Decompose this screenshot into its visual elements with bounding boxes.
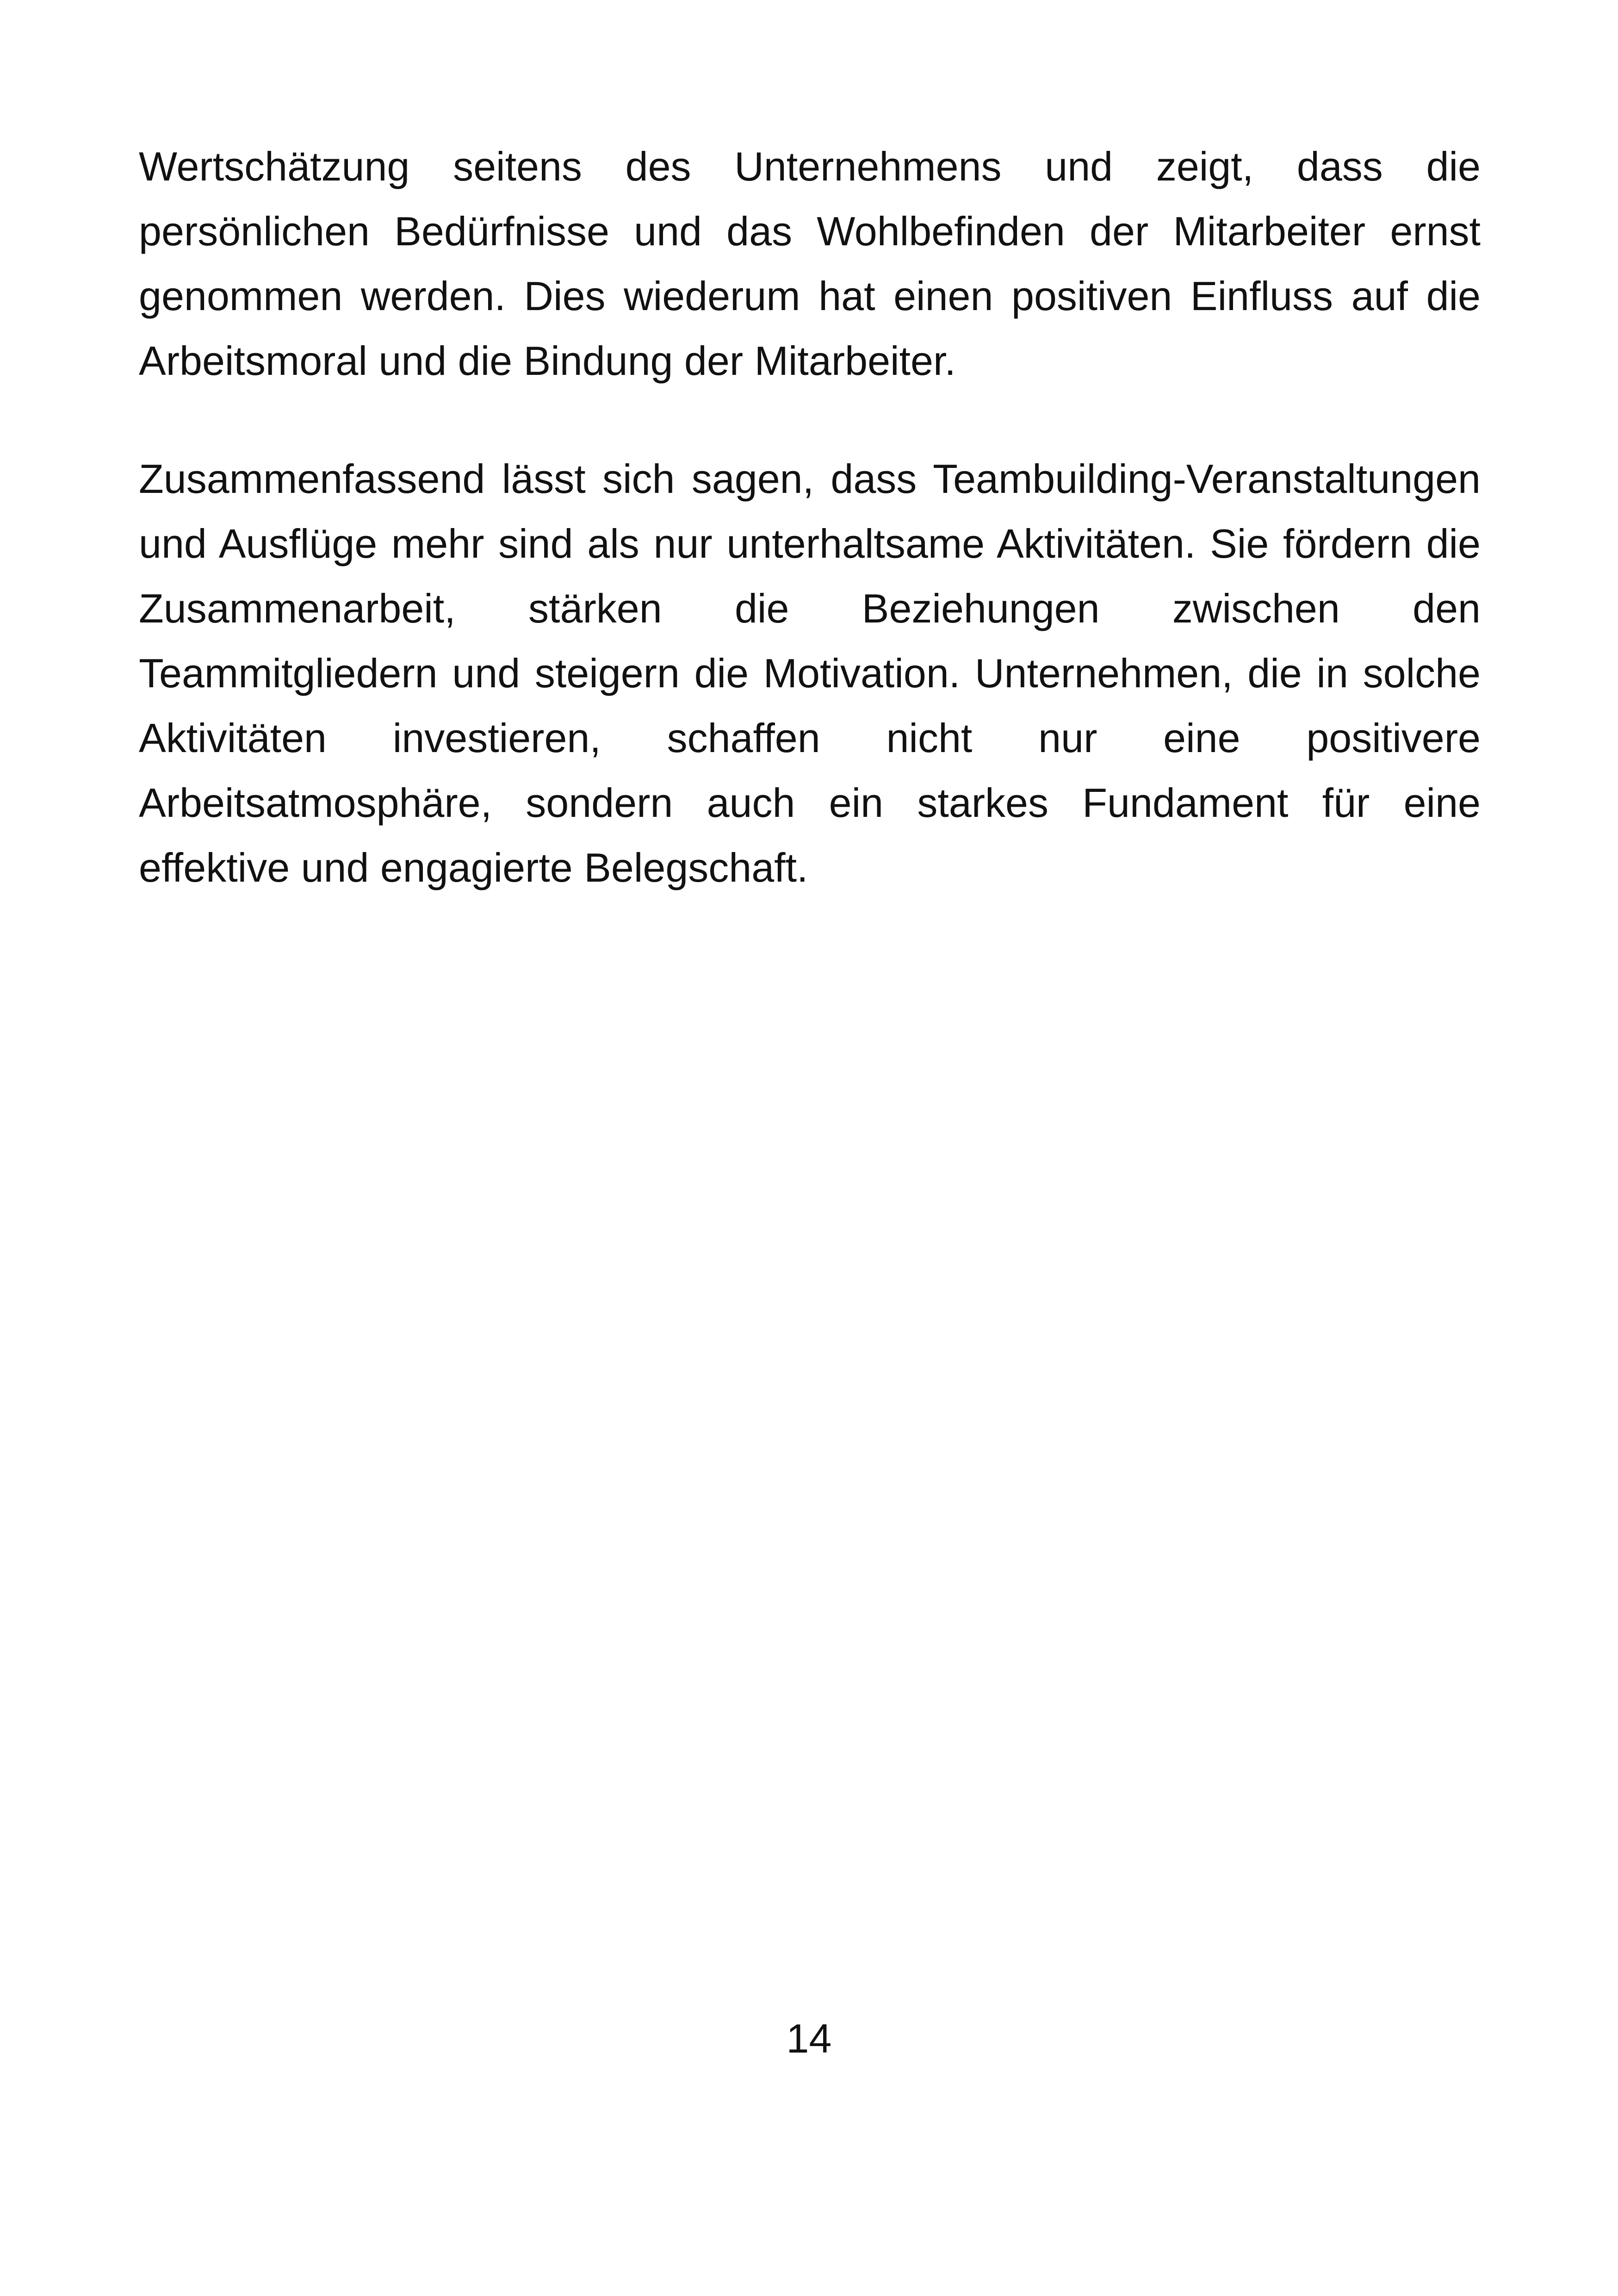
page-number: 14 — [786, 2016, 832, 2061]
paragraph-appreciation: Wertschätzung seitens des Unternehmens und zeigt, dass die persönlichen Bedürfnisse und das Wohlbefinden der Mitarbeiter ernst genommen werden. Dies wiederum hat einen positiven Einfluss auf die Arbeitsmoral und die Bindung der Mitarbeiter. — [139, 143, 1481, 384]
paragraph-summary: Zusammenfassend lässt sich sagen, dass Teambuilding-Veranstaltungen und Ausflüge mehr sind als nur unterhaltsame Aktivitäten. Sie fördern die Zusammenarbeit, stärken die Beziehungen zwischen den Teammitgliedern und steigern die Motivation. Unternehmen, die in solche Aktivitäten investieren, schaffen nicht nur eine positivere Arbeitsatmosphäre, sondern auch ein starkes Fundament für eine effektive und engagierte Belegschaft. — [139, 456, 1481, 890]
page-body — [139, 134, 1481, 900]
